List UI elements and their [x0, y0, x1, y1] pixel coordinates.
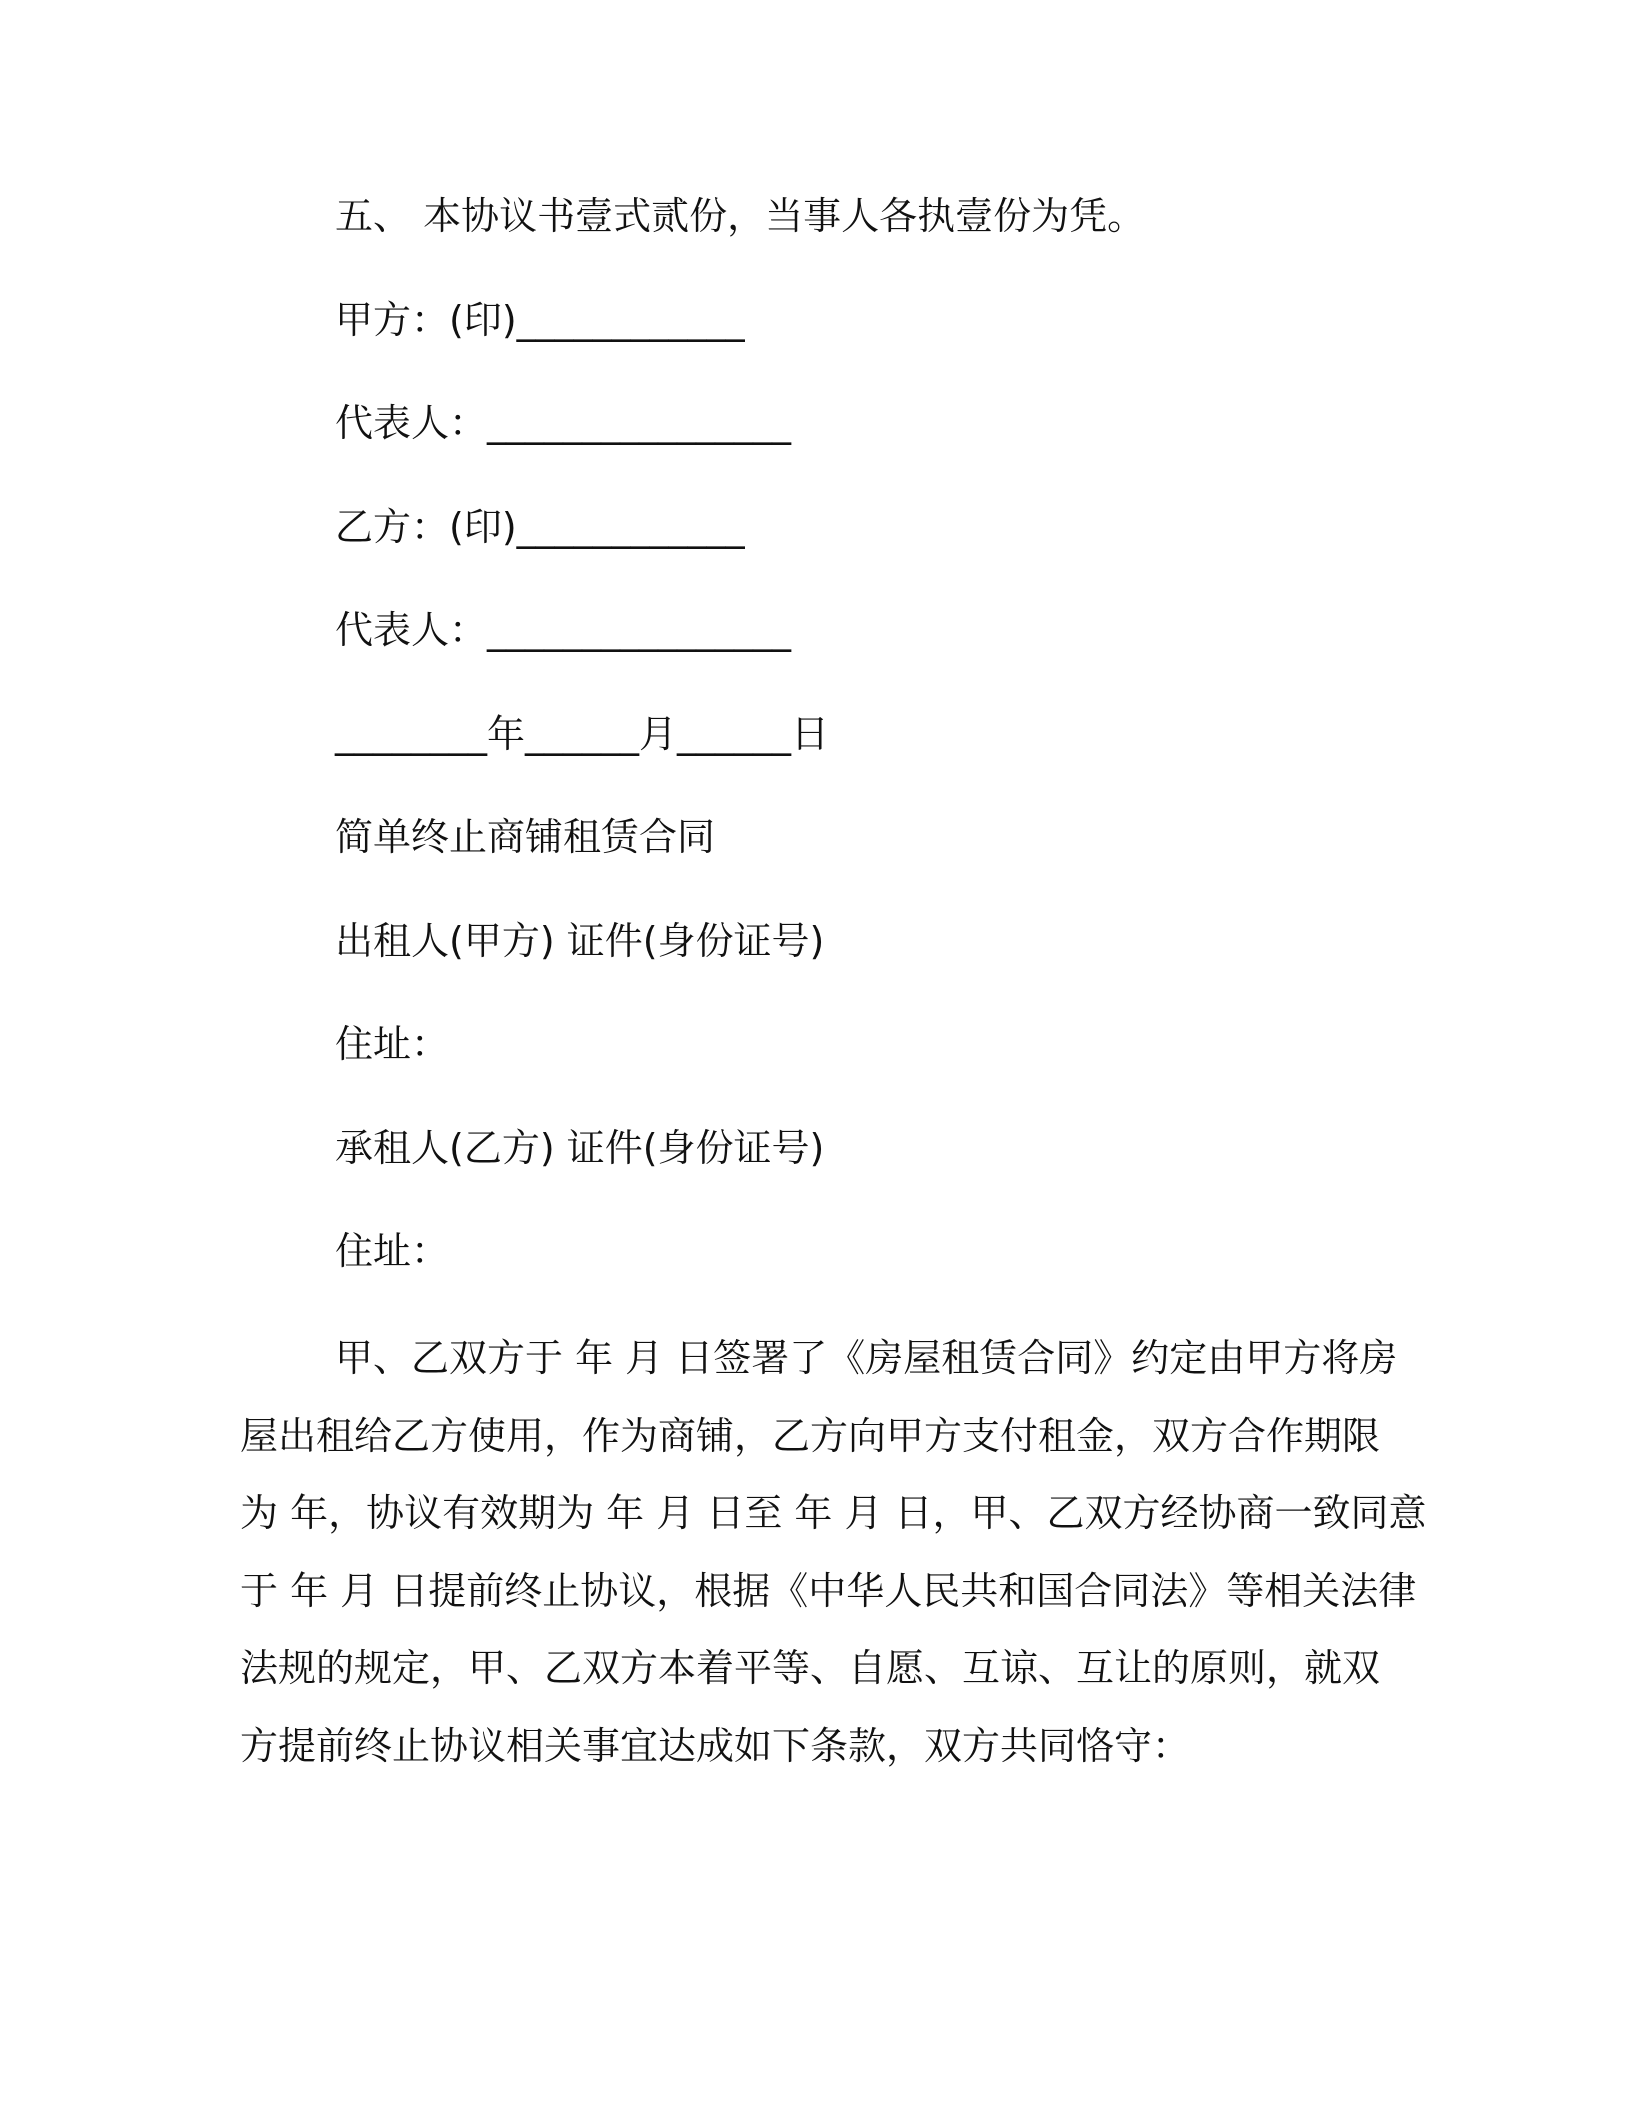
lessor-address-line: 住址： — [335, 1022, 450, 1066]
paragraph-line: 法规的规定，甲、乙双方本着平等、自愿、互谅、互让的原则，就双 — [240, 1646, 1381, 1690]
paragraph-line: 甲、乙双方于 年 月 日签署了《房屋租赁合同》约定由甲方将房 — [335, 1336, 1398, 1380]
party-a-representative: 代表人：________________ — [335, 401, 792, 445]
lessor-id-line: 出租人(甲方) 证件(身份证号) — [335, 919, 825, 963]
contract-title: 简单终止商铺租赁合同 — [335, 815, 716, 859]
body-paragraph — [240, 1320, 1427, 1785]
lessee-id-line: 承租人(乙方) 证件(身份证号) — [335, 1126, 825, 1170]
paragraph-line: 方提前终止协议相关事宜达成如下条款，双方共同恪守： — [240, 1723, 1191, 1768]
party-b-seal: 乙方：(印)____________ — [335, 505, 745, 549]
party-b-representative: 代表人：________________ — [335, 608, 792, 652]
signature-date: ________年______月______日 — [335, 712, 830, 756]
paragraph-line: 于 年 月 日提前终止协议，根据《中华人民共和国合同法》等相关法律 — [240, 1568, 1417, 1613]
paragraph-line: 屋出租给乙方使用，作为商铺，乙方向甲方支付租金，双方合作期限 — [240, 1413, 1381, 1458]
clause-five: 五、 本协议书壹式贰份，当事人各执壹份为凭。 — [335, 194, 1146, 238]
party-a-seal: 甲方：(印)____________ — [335, 298, 745, 342]
paragraph-line: 为 年，协议有效期为 年 月 日至 年 月 日，甲、乙双方经协商一致同意 — [240, 1491, 1427, 1535]
lessee-address-line: 住址： — [335, 1229, 450, 1273]
